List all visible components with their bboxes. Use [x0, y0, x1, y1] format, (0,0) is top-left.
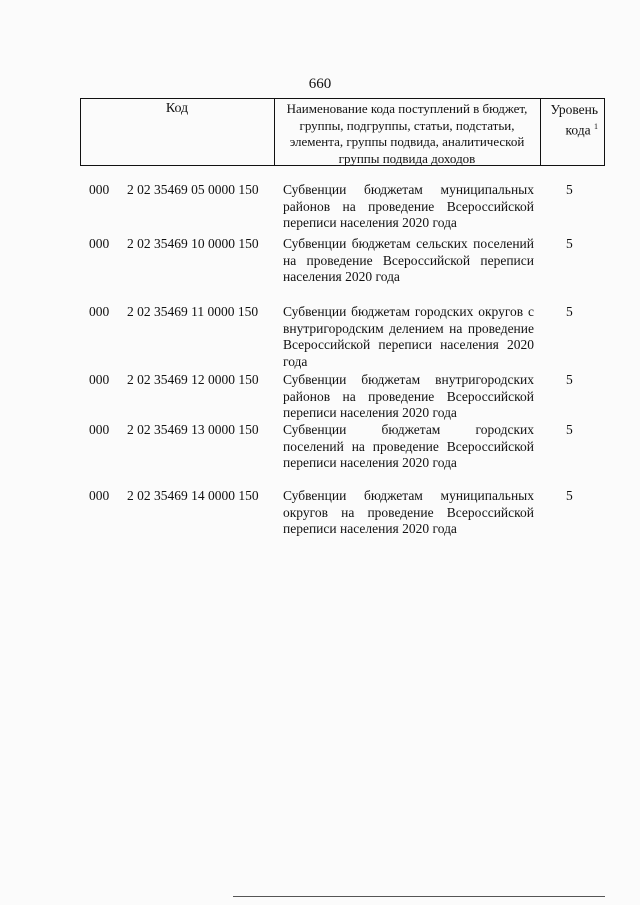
header-level-footnote: 1: [594, 122, 598, 131]
row-admin-code: 000: [89, 372, 110, 387]
row-admin-code: 000: [89, 304, 110, 319]
row-code: 2 02 35469 12 0000 150: [127, 372, 259, 387]
row-name: Субвенции бюджетам муниципальных округов на проведение Всероссийской переписи населения 2020 года: [283, 488, 534, 536]
header-code: Код: [165, 101, 189, 116]
page-edge-divider: [233, 896, 605, 897]
row-level: 5: [566, 488, 573, 503]
row-admin-code: 000: [89, 488, 110, 503]
header-level-label: Уровень кода: [550, 102, 598, 138]
row-level: 5: [566, 422, 573, 437]
row-name: Субвенции бюджетам городских поселений на проведение Всероссийской переписи населения 2020 года: [283, 422, 534, 470]
row-name: Субвенции бюджетам муниципальных районов на проведение Всероссийской переписи населения 2020 года: [283, 182, 534, 230]
table-header: [80, 98, 605, 166]
header-level: [542, 101, 604, 139]
row-level: 5: [566, 372, 573, 387]
row-code: 2 02 35469 10 0000 150: [127, 236, 259, 251]
row-level: 5: [566, 236, 573, 251]
row-admin-code: 000: [89, 236, 110, 251]
page-number: 660: [308, 76, 332, 92]
row-name: Субвенции бюджетам сельских поселений на проведение Всероссийской переписи населения 2020 года: [283, 236, 534, 284]
row-code: 2 02 35469 13 0000 150: [127, 422, 259, 437]
row-admin-code: 000: [89, 422, 110, 437]
row-code: 2 02 35469 14 0000 150: [127, 488, 259, 503]
row-level: 5: [566, 182, 573, 197]
row-level: 5: [566, 304, 573, 319]
row-name: Субвенции бюджетам городских округов с внутригородским делением на проведение Всероссийской переписи населения 2020 года: [283, 304, 534, 369]
row-name: Субвенции бюджетам внутригородских районов на проведение Всероссийской переписи населения 2020 года: [283, 372, 534, 420]
row-admin-code: 000: [89, 182, 110, 197]
row-code: 2 02 35469 05 0000 150: [127, 182, 259, 197]
row-code: 2 02 35469 11 0000 150: [127, 304, 259, 319]
header-name: Наименование кода поступлений в бюджет, группы, подгруппы, статьи, подстатьи, элемента, группы подвида, аналитической группы подвида доходов: [286, 101, 528, 166]
